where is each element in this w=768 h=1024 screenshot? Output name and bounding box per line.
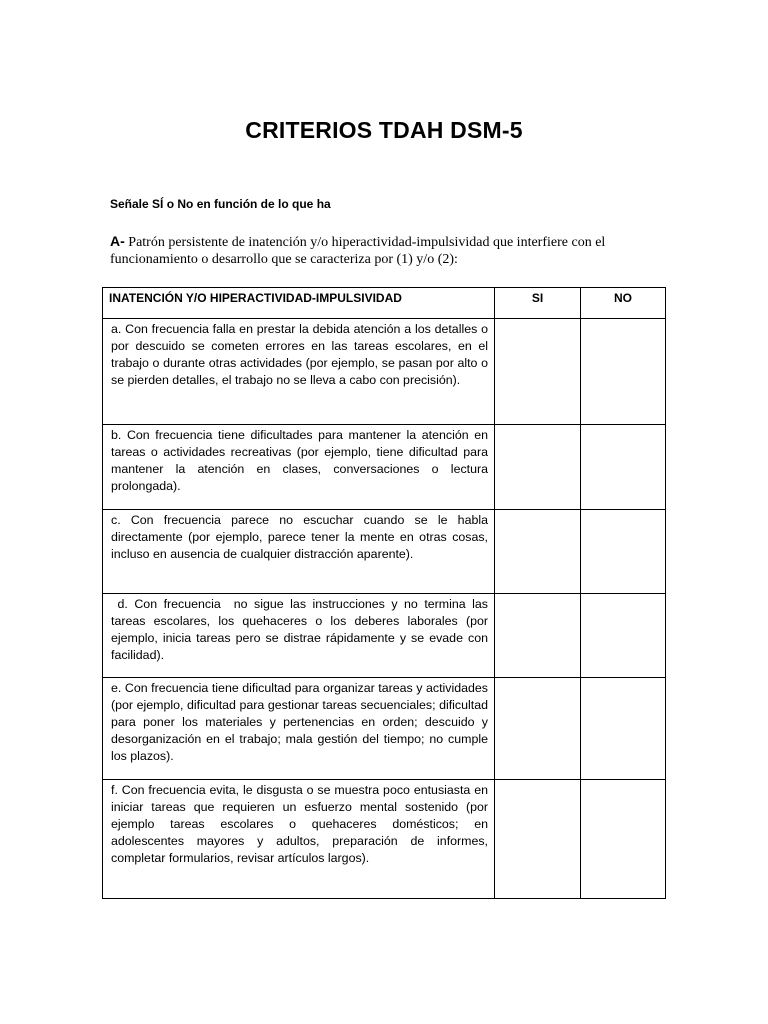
criterion-a-letter: A- (110, 233, 125, 249)
table-row (103, 425, 666, 510)
criterion-item-c: c. Con frecuencia parece no escuchar cuando se le habla directamente (por ejemplo, parece tener la mente en otras cosas, incluso en ausencia de cualquier distracción aparente). (103, 510, 495, 594)
header-si: SI (495, 288, 581, 319)
table-row (103, 594, 666, 678)
si-cell-b[interactable] (495, 425, 581, 510)
criterion-a-paragraph (110, 233, 658, 268)
no-cell-b[interactable] (581, 425, 666, 510)
table-row (103, 510, 666, 594)
criterion-item-a: a. Con frecuencia falla en prestar la debida atención a los detalles o por descuido se cometen errores en las tareas escolares, en el trabajo o durante otras actividades (por ejemplo, se pasan por alto o se pierden detalles, el trabajo no se lleva a cabo con precisión). (103, 319, 495, 425)
table-header-row (103, 288, 666, 319)
table-row (103, 319, 666, 425)
si-cell-a[interactable] (495, 319, 581, 425)
criterion-item-b: b. Con frecuencia tiene dificultades para mantener la atención en tareas o actividades recreativas (por ejemplo, tiene dificultad para mantener la atención en clases, conversaciones o lectura prolongada). (103, 425, 495, 510)
criterion-item-f: f. Con frecuencia evita, le disgusta o se muestra poco entusiasta en iniciar tareas que requieren un esfuerzo mental sostenido (por ejemplo tareas escolares o quehaceres domésticos; en adolescentes mayores y adultos, preparación de informes, completar formularios, revisar artículos largos). (103, 780, 495, 899)
header-no: NO (581, 288, 666, 319)
page-title: CRITERIOS TDAH DSM-5 (245, 117, 523, 143)
no-cell-e[interactable] (581, 678, 666, 780)
si-cell-e[interactable] (495, 678, 581, 780)
criterion-item-e: e. Con frecuencia tiene dificultad para organizar tareas y actividades (por ejemplo, dificultad para gestionar tareas secuenciales; dificultad para poner los materiales y pertenencias en orden; descuido y desorganización en el trabajo; mala gestión del tiempo; no cumple los plazos). (103, 678, 495, 780)
criteria-table (102, 287, 666, 899)
si-cell-f[interactable] (495, 780, 581, 899)
table-row (103, 780, 666, 899)
no-cell-c[interactable] (581, 510, 666, 594)
no-cell-d[interactable] (581, 594, 666, 678)
no-cell-a[interactable] (581, 319, 666, 425)
criterion-item-d: d. Con frecuencia no sigue las instrucciones y no termina las tareas escolares, los quehaceres o los deberes laborales (por ejemplo, inicia tareas pero se distrae rápidamente y se evade con facilidad). (103, 594, 495, 678)
criterion-a-text: Patrón persistente de inatención y/o hiperactividad-impulsividad que interfiere con el funcionamiento o desarrollo que se caracteriza por (1) y/o (2): (110, 235, 606, 267)
header-inattention-hyperactivity: INATENCIÓN Y/O HIPERACTIVIDAD-IMPULSIVIDAD (103, 288, 495, 319)
si-cell-d[interactable] (495, 594, 581, 678)
instruction-text: Señale SÍ o No en función de lo que ha (110, 197, 331, 211)
si-cell-c[interactable] (495, 510, 581, 594)
no-cell-f[interactable] (581, 780, 666, 899)
table-row (103, 678, 666, 780)
